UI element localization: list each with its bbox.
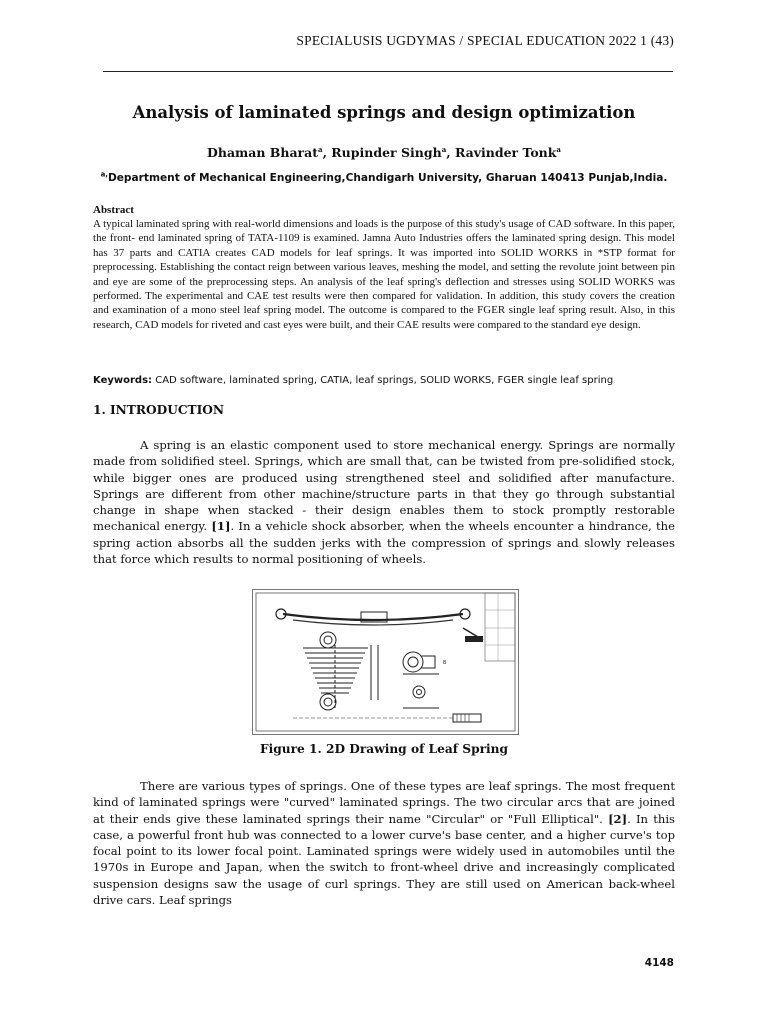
author-separator: , (446, 145, 455, 160)
keywords-label: Keywords: (93, 375, 153, 386)
abstract-body: A typical laminated spring with real-world dimensions and loads is the purpose of this study's usage of CAD software. In this paper, the front- end laminated spring of TATA-1109 is examined. Jamna Auto Industries offers the laminated spring design. This model has 37 parts and CATIA creates CAD models for leaf springs. It was imported into SOLID WORKS in *STP format for preprocessing. Establishing the contact reign between various leaves, meshing the model, and setting the revolute joint between pin and eye are some of the preprocessing steps. An analysis of the leaf spring's deflection and stresses using SOLID WORKS was performed. The experimental and CAE test results were then compared for validation. In addition, this study covers the creation and examination of a mono steel leaf spring model. The outcome is compared to the FGER single leaf spring result. Also, in this research, CAD models for riveted and cast eyes were built, and their CAE results were compared to the standard eye design. (93, 218, 675, 331)
author-affil-mark: a (556, 144, 561, 154)
keywords (93, 375, 675, 386)
section-heading-introduction: 1. INTRODUCTION (93, 403, 225, 417)
drawing-label: B (443, 660, 447, 666)
intro-paragraph-1 (93, 437, 675, 567)
citation-link[interactable]: [1] (211, 519, 231, 534)
intro-paragraph-2 (93, 778, 675, 908)
abstract-heading: Abstract (93, 204, 134, 216)
author-separator: , (322, 145, 332, 160)
paper-title: Analysis of laminated springs and design optimization (132, 103, 636, 122)
affiliation (0, 172, 768, 184)
figure-leaf-spring-drawing (252, 589, 519, 735)
figure-caption: Figure 1. 2D Drawing of Leaf Spring (259, 742, 509, 756)
affiliation-mark: a, (100, 170, 108, 179)
author-name: Rupinder Singh (331, 145, 442, 160)
leaf-spring-2d-drawing (253, 590, 518, 734)
author-name: Dhaman Bharat (207, 145, 319, 160)
paragraph-text: There are various types of springs. One of these types are leaf springs. The most frequent kind of laminated springs were "curved" laminated springs. The two circular arcs that are joined at their ends give these laminated springs their name "Circular" or "Full Elliptical". (93, 779, 675, 826)
page-number: 4148 (644, 957, 674, 969)
paragraph-text: . In this case, a powerful front hub was connected to a lower curve's base center, and a higher curve's top focal point to its lower focal point. Laminated springs were widely used in automobiles until the 1970s in Europe and Japan, when the switch to front-wheel drive and increasingly complicated suspension designs saw the usage of curl springs. They are still used on American back-wheel drive cars. Leaf springs (93, 811, 675, 908)
author-affil-mark: a (318, 144, 323, 154)
header-rule (103, 71, 673, 72)
running-head: SPECIALUSIS UGDYMAS / SPECIAL EDUCATION 2022 1 (43) (296, 33, 674, 48)
citation-link[interactable]: [2] (608, 811, 628, 826)
keywords-text: CAD software, laminated spring, CATIA, leaf springs, SOLID WORKS, FGER single leaf spring (152, 375, 614, 386)
paragraph-text: . In a vehicle shock absorber, when the wheels encounter a hindrance, the spring action absorbs all the sudden jerks with the compression of springs and slowly releases that force which results to normal positioning of wheels. (93, 519, 676, 567)
author-list (0, 145, 768, 160)
affiliation-text: Department of Mechanical Engineering,Chandigarh University, Gharuan 140413 Punjab,India. (107, 172, 668, 184)
author-affil-mark: a (441, 144, 447, 154)
author-name: Ravinder Tonk (454, 145, 557, 160)
paragraph-text: A spring is an elastic component used to store mechanical energy. Springs are normally made from solidified steel. Springs, which are small that, can be twisted from pre-solidified stock, while bigger ones are produced using strengthened steel and solidified after manufacture. Springs are different from other machine/structure parts in that they go through substantial change in shape when stacked - their design enables them to stock promptly restorable mechanical energy. (93, 438, 675, 534)
